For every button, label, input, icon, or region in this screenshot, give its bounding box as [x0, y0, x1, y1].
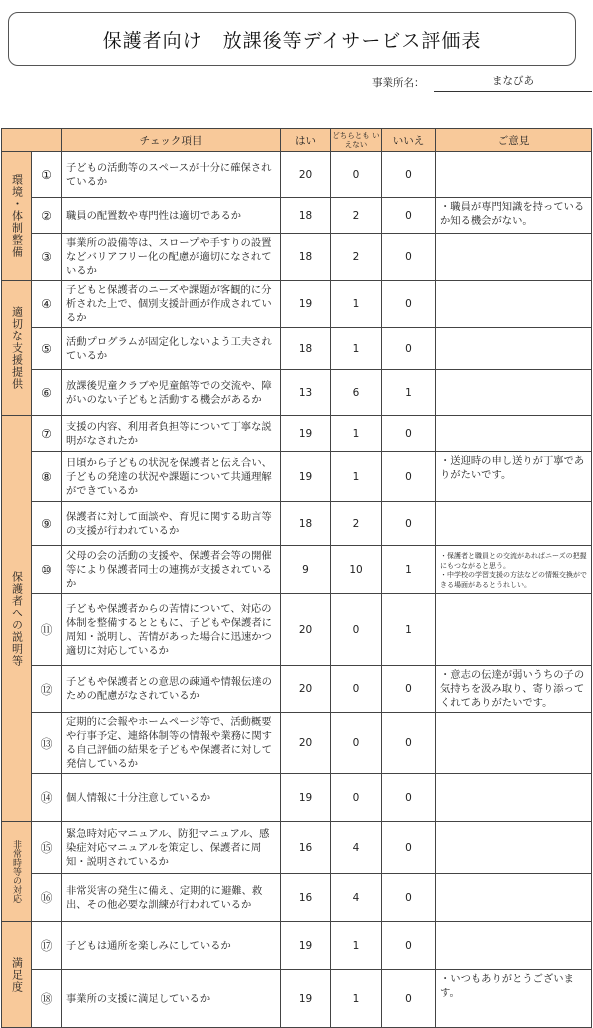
check-item: 子どもや保護者との意思の疎通や情報伝達のための配慮がなされているか [62, 666, 281, 713]
row-number: ③ [32, 234, 62, 281]
row-number: ⑦ [32, 416, 62, 452]
check-item: 日頃から子どもの状況を保護者と伝え合い、子どもの発達の状況や課題について共通理解ができているか [62, 452, 281, 502]
count-yes: 18 [281, 234, 331, 281]
count-neither: 0 [331, 666, 382, 713]
office-name: まなびあ [434, 72, 592, 92]
table-row [2, 774, 592, 822]
count-yes: 20 [281, 666, 331, 713]
row-number: ⑤ [32, 328, 62, 370]
count-no: 0 [382, 874, 436, 922]
row-number: ⑫ [32, 666, 62, 713]
evaluation-table [1, 128, 592, 1028]
comment-cell [436, 416, 592, 452]
count-neither: 10 [331, 546, 382, 594]
count-no: 0 [382, 713, 436, 774]
count-neither: 1 [331, 922, 382, 970]
table-row [2, 546, 592, 594]
count-yes: 19 [281, 922, 331, 970]
comment-cell: ・いつもありがとうございます。 [436, 970, 592, 1028]
header-blank [2, 129, 62, 152]
count-yes: 18 [281, 502, 331, 546]
count-neither: 4 [331, 874, 382, 922]
count-no: 0 [382, 281, 436, 328]
count-no: 0 [382, 774, 436, 822]
count-neither: 0 [331, 594, 382, 666]
comment-cell [436, 874, 592, 922]
check-item: 事業所の支援に満足しているか [62, 970, 281, 1028]
row-number: ⑪ [32, 594, 62, 666]
check-item: 子どもは通所を楽しみにしているか [62, 922, 281, 970]
count-yes: 19 [281, 774, 331, 822]
count-yes: 18 [281, 198, 331, 234]
count-yes: 19 [281, 970, 331, 1028]
comment-cell [436, 370, 592, 416]
table-row [2, 452, 592, 502]
header-yes: はい [281, 129, 331, 152]
count-neither: 4 [331, 822, 382, 874]
comment-cell [436, 152, 592, 198]
check-item: 緊急時対応マニュアル、防犯マニュアル、感染症対応マニュアルを策定し、保護者に周知・説明されているか [62, 822, 281, 874]
check-item: 子どもの活動等のスペースが十分に確保されているか [62, 152, 281, 198]
check-item: 活動プログラムが固定化しないよう工夫されているか [62, 328, 281, 370]
count-neither: 0 [331, 713, 382, 774]
count-no: 1 [382, 370, 436, 416]
row-number: ⑨ [32, 502, 62, 546]
count-neither: 0 [331, 774, 382, 822]
count-neither: 1 [331, 452, 382, 502]
comment-cell [436, 594, 592, 666]
comment-cell: ・保護者と職員との交流があればニーズの把握にもつながると思う。 ・中学校の学習支援の方法などの情報交換ができる場面があるとうれしい。 [436, 546, 592, 594]
check-item: 事業所の設備等は、スロープや手すりの設置などバリアフリー化の配慮が適切になされているか [62, 234, 281, 281]
count-yes: 20 [281, 152, 331, 198]
count-neither: 1 [331, 970, 382, 1028]
row-number: ⑬ [32, 713, 62, 774]
row-number: ⑥ [32, 370, 62, 416]
count-no: 1 [382, 594, 436, 666]
check-item: 父母の会の活動の支援や、保護者会等の開催等により保護者同士の連携が支援されているか [62, 546, 281, 594]
table-row [2, 416, 592, 452]
table-row [2, 370, 592, 416]
header-item: チェック項目 [62, 129, 281, 152]
table-row [2, 234, 592, 281]
count-no: 1 [382, 546, 436, 594]
comment-cell [436, 774, 592, 822]
count-yes: 19 [281, 452, 331, 502]
table-body [2, 152, 592, 1028]
row-number: ④ [32, 281, 62, 328]
table-row [2, 666, 592, 713]
row-number: ⑯ [32, 874, 62, 922]
header-neither: どちらとも いえない [331, 129, 382, 152]
category-label: 適切な支援提供 [2, 281, 32, 416]
count-neither: 1 [331, 416, 382, 452]
header-no: いいえ [382, 129, 436, 152]
comment-cell [436, 922, 592, 970]
category-label: 満足度 [2, 922, 32, 1028]
count-no: 0 [382, 922, 436, 970]
comment-cell [436, 281, 592, 328]
office-label: 事業所名： [372, 76, 425, 89]
header-row [2, 129, 592, 152]
table-row [2, 822, 592, 874]
comment-cell [436, 502, 592, 546]
check-item: 子どもと保護者のニーズや課題が客観的に分析された上で、個別支援計画が作成されているか [62, 281, 281, 328]
check-item: 放課後児童クラブや児童館等での交流や、障がいのない子どもと活動する機会があるか [62, 370, 281, 416]
table-row [2, 502, 592, 546]
row-number: ⑧ [32, 452, 62, 502]
count-yes: 20 [281, 713, 331, 774]
count-neither: 1 [331, 281, 382, 328]
count-yes: 16 [281, 874, 331, 922]
header-comment: ご意見 [436, 129, 592, 152]
count-yes: 19 [281, 281, 331, 328]
comment-cell: ・意志の伝達が弱いうちの子の気持ちを汲み取り、寄り添ってくれてありがたいです。 [436, 666, 592, 713]
check-item: 個人情報に十分注意しているか [62, 774, 281, 822]
count-no: 0 [382, 822, 436, 874]
table-row [2, 281, 592, 328]
count-no: 0 [382, 502, 436, 546]
count-neither: 2 [331, 198, 382, 234]
table-row [2, 970, 592, 1028]
comment-cell: ・職員が専門知識を持っているか知る機会がない。 [436, 198, 592, 234]
count-neither: 6 [331, 370, 382, 416]
row-number: ⑭ [32, 774, 62, 822]
table-row [2, 152, 592, 198]
check-item: 支援の内容、利用者負担等について丁寧な説明がなされたか [62, 416, 281, 452]
count-neither: 0 [331, 152, 382, 198]
comment-cell [436, 328, 592, 370]
count-neither: 2 [331, 502, 382, 546]
row-number: ⑮ [32, 822, 62, 874]
row-number: ⑩ [32, 546, 62, 594]
table-row [2, 594, 592, 666]
comment-cell [436, 822, 592, 874]
check-item: 定期的に会報やホームページ等で、活動概要や行事予定、連絡体制等の情報や業務に関する自己評価の結果を子どもや保護者に対して発信しているか [62, 713, 281, 774]
comment-cell [436, 713, 592, 774]
check-item: 子どもや保護者からの苦情について、対応の体制を整備するとともに、子どもや保護者に周知・説明し、苦情があった場合に迅速かつ適切に対応しているか [62, 594, 281, 666]
count-neither: 1 [331, 328, 382, 370]
row-number: ⑰ [32, 922, 62, 970]
count-no: 0 [382, 328, 436, 370]
category-label: 環境・体制整備 [2, 152, 32, 281]
check-item: 職員の配置数や専門性は適切であるか [62, 198, 281, 234]
table-row [2, 922, 592, 970]
count-yes: 13 [281, 370, 331, 416]
office-field [372, 72, 592, 92]
count-yes: 18 [281, 328, 331, 370]
page-title: 保護者向け 放課後等デイサービス評価表 [8, 12, 576, 66]
row-number: ① [32, 152, 62, 198]
count-yes: 19 [281, 416, 331, 452]
count-no: 0 [382, 198, 436, 234]
count-no: 0 [382, 416, 436, 452]
count-no: 0 [382, 234, 436, 281]
count-yes: 20 [281, 594, 331, 666]
check-item: 保護者に対して面談や、育児に関する助言等の支援が行われているか [62, 502, 281, 546]
count-no: 0 [382, 152, 436, 198]
count-yes: 9 [281, 546, 331, 594]
category-label: 非常時等の対応 [2, 822, 32, 922]
count-no: 0 [382, 452, 436, 502]
table-row [2, 874, 592, 922]
count-neither: 2 [331, 234, 382, 281]
table-row [2, 328, 592, 370]
comment-cell: ・送迎時の申し送りが丁寧でありがたいです。 [436, 452, 592, 502]
table-row [2, 713, 592, 774]
row-number: ② [32, 198, 62, 234]
count-no: 0 [382, 970, 436, 1028]
category-label: 保護者への説明等 [2, 416, 32, 822]
check-item: 非常災害の発生に備え、定期的に避難、救出、その他必要な訓練が行われているか [62, 874, 281, 922]
comment-cell [436, 234, 592, 281]
count-yes: 16 [281, 822, 331, 874]
count-no: 0 [382, 666, 436, 713]
table-row [2, 198, 592, 234]
row-number: ⑱ [32, 970, 62, 1028]
